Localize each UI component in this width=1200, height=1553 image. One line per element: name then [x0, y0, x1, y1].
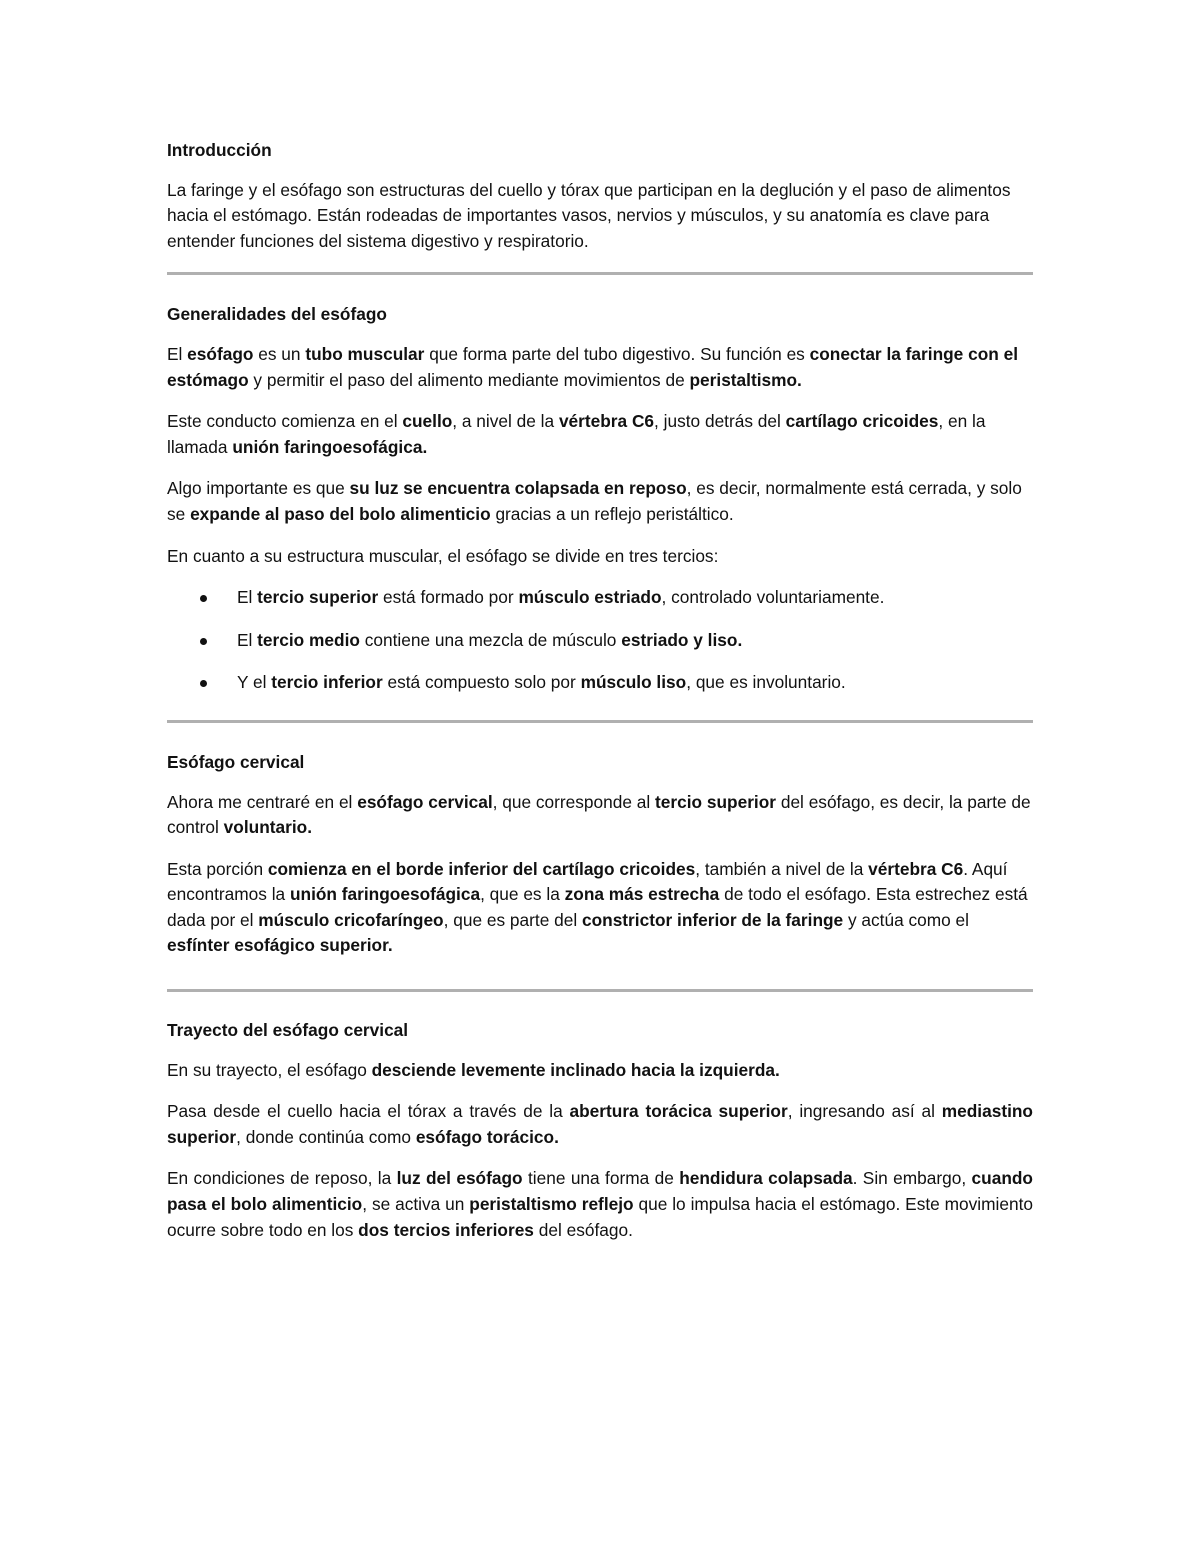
cervical-paragraph-1: Ahora me centraré en el esófago cervical, que corresponde al tercio superior del esófago, es decir, la parte de control voluntario.	[167, 791, 1031, 838]
bullet-icon	[200, 595, 207, 602]
section-introduccion	[167, 138, 1033, 275]
section-esofago-cervical	[167, 750, 1033, 992]
section-divider	[167, 272, 1033, 275]
section-divider	[167, 720, 1033, 723]
bullet-icon	[200, 638, 207, 645]
trayecto-paragraph-1: En su trayecto, el esófago desciende levemente inclinado hacia la izquierda.	[167, 1059, 780, 1080]
heading-esofago-cervical: Esófago cervical	[167, 751, 305, 772]
heading-trayecto: Trayecto del esófago cervical	[167, 1020, 409, 1041]
document-content	[167, 138, 1033, 1259]
generalidades-paragraph-2: Este conducto comienza en el cuello, a nivel de la vértebra C6, justo detrás del cartílago cricoides, en la llamada unión faringoesofágica.	[167, 411, 986, 457]
section-generalidades	[167, 302, 1033, 723]
generalidades-paragraph-4: En cuanto a su estructura muscular, el esófago se divide en tres tercios:	[167, 545, 719, 566]
trayecto-paragraph-2: Pasa desde el cuello hacia el tórax a través de la abertura torácica superior, ingresando así al mediastino superior, donde continúa como esófago torácico.	[167, 1101, 1033, 1147]
list-item: El tercio superior está formado por músculo estriado, controlado voluntariamente.	[167, 585, 1033, 611]
heading-introduccion: Introducción	[167, 140, 272, 160]
cervical-paragraph-2: Esta porción comienza en el borde inferior del cartílago cricoides, también a nivel de la vértebra C6. Aquí encontramos la unión faringoesofágica, que es la zona más estrecha de todo el esófago. Esta estrechez está dada por el músculo cricofaríngeo, que es parte del constrictor inferior de la faringe y actúa como el esfínter esofágico superior.	[167, 858, 1028, 956]
section-trayecto	[167, 1018, 1033, 1243]
generalidades-paragraph-3: Algo importante es que su luz se encuentra colapsada en reposo, es decir, normalmente está cerrada, y solo se expande al paso del bolo alimenticio gracias a un reflejo peristáltico.	[167, 478, 1022, 524]
bullet-icon	[200, 680, 207, 687]
generalidades-paragraph-1: El esófago es un tubo muscular que forma parte del tubo digestivo. Su función es conectar la faringe con el estómago y permitir el paso del alimento mediante movimientos de peristaltismo.	[167, 343, 1019, 390]
tercios-list	[167, 585, 1033, 696]
section-divider	[167, 989, 1033, 992]
intro-paragraph: La faringe y el esófago son estructuras del cuello y tórax que participan en la deglución y el paso de alimentos hacia el estómago. Están rodeadas de importantes vasos, nervios y músculos, y su anatomía es clave para entender funciones del sistema digestivo y respiratorio.	[167, 179, 1011, 251]
list-item: Y el tercio inferior está compuesto solo por músculo liso, que es involuntario.	[167, 670, 1033, 696]
heading-generalidades: Generalidades del esófago	[167, 304, 387, 325]
trayecto-paragraph-3: En condiciones de reposo, la luz del esófago tiene una forma de hendidura colapsada. Sin embargo, cuando pasa el bolo alimenticio, se activa un peristaltismo reflejo que lo impulsa hacia el estómago. Este movimiento ocurre sobre todo en los dos tercios inferiores del esófago.	[167, 1168, 1034, 1240]
list-item: El tercio medio contiene una mezcla de músculo estriado y liso.	[167, 628, 1033, 654]
